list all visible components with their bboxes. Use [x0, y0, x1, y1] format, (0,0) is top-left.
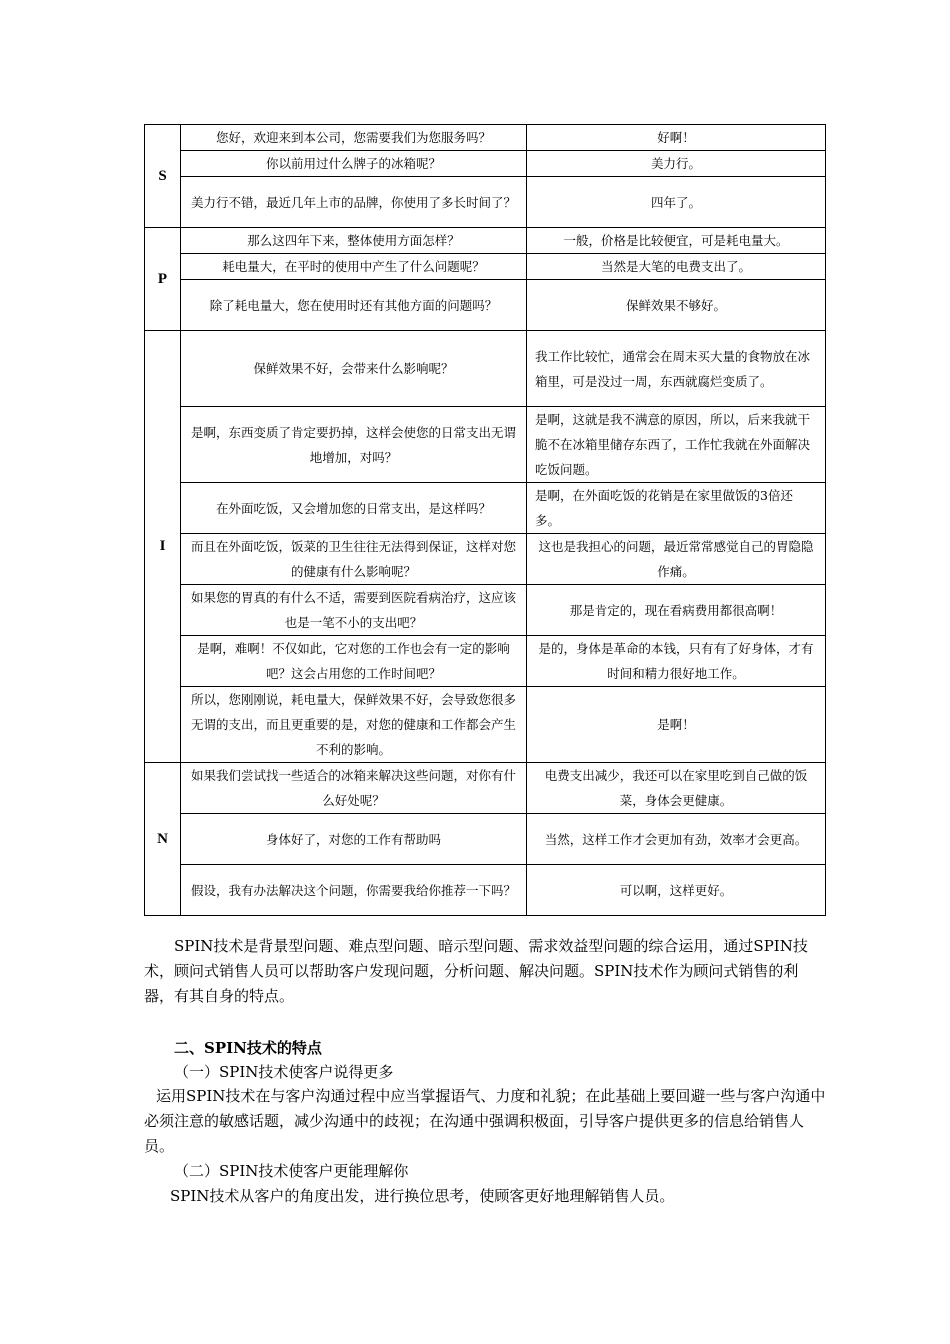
answer-cell: 可以啊，这样更好。	[527, 865, 826, 916]
answer-cell: 好啊！	[527, 125, 826, 151]
answer-cell: 一般，价格是比较便宜，可是耗电量大。	[527, 228, 826, 254]
table-row	[145, 228, 826, 254]
table-row	[145, 483, 826, 534]
spin-table-body	[145, 125, 826, 916]
subheading-1: （一）SPIN技术使客户说得更多	[174, 1063, 394, 1081]
question-cell: 是啊，东西变质了肯定要扔掉，这样会使您的日常支出无谓地增加，对吗？	[181, 407, 527, 483]
table-row	[145, 585, 826, 636]
table-row	[145, 636, 826, 687]
answer-cell: 当然，这样工作才会更加有劲，效率才会更高。	[527, 814, 826, 865]
answer-cell: 这也是我担心的问题，最近常常感觉自己的胃隐隐作痛。	[527, 534, 826, 585]
answer-cell: 是的，身体是革命的本钱，只有有了好身体，才有时间和精力很好地工作。	[527, 636, 826, 687]
answer-cell: 是啊，这就是我不满意的原因，所以，后来我就干脆不在冰箱里储存东西了，工作忙我就在外面解决吃饭问题。	[527, 407, 826, 483]
answer-cell: 是啊，在外面吃饭的花销是在家里做饭的3倍还多。	[527, 483, 826, 534]
paragraph-1: 运用SPIN技术在与客户沟通过程中应当掌握语气、力度和礼貌；在此基础上要回避一些与客户沟通中必须注意的敏感话题，减少沟通中的歧视；在沟通中强调积极面，引导客户提供更多的信息给销售人员。	[144, 1087, 826, 1155]
stage-label: P	[145, 228, 181, 331]
answer-cell: 当然是大笔的电费支出了。	[527, 254, 826, 280]
answer-cell: 是啊！	[527, 687, 826, 763]
question-cell: 是啊，难啊！不仅如此，它对您的工作也会有一定的影响吧？这会占用您的工作时间吧？	[181, 636, 527, 687]
table-row	[145, 534, 826, 585]
answer-cell: 那是肯定的，现在看病费用都很高啊！	[527, 585, 826, 636]
summary-paragraph: SPIN技术是背景型问题、难点型问题、暗示型问题、需求效益型问题的综合运用，通过SPIN技术，顾问式销售人员可以帮助客户发现问题，分析问题、解决问题。SPIN技术作为顾问式销售的利器，有其自身的特点。	[144, 937, 808, 1005]
answer-cell: 美力行。	[527, 151, 826, 177]
table-row	[145, 151, 826, 177]
question-cell: 所以，您刚刚说，耗电量大，保鲜效果不好，会导致您很多无谓的支出，而且更重要的是，对您的健康和工作都会产生不利的影响。	[181, 687, 527, 763]
stage-label: S	[145, 125, 181, 228]
table-row	[145, 687, 826, 763]
subheading-2: （二）SPIN技术使客户更能理解你	[174, 1162, 409, 1180]
answer-cell: 电费支出减少，我还可以在家里吃到自己做的饭菜，身体会更健康。	[527, 763, 826, 814]
table-row	[145, 177, 826, 228]
table-row	[145, 254, 826, 280]
stage-label: N	[145, 763, 181, 916]
answer-cell: 保鲜效果不够好。	[527, 280, 826, 331]
question-cell: 保鲜效果不好，会带来什么影响呢？	[181, 331, 527, 407]
table-row	[145, 331, 826, 407]
answer-cell: 四年了。	[527, 177, 826, 228]
question-cell: 身体好了，对您的工作有帮助吗	[181, 814, 527, 865]
question-cell: 假设，我有办法解决这个问题，你需要我给你推荐一下吗？	[181, 865, 527, 916]
section-heading: 二、SPIN技术的特点	[174, 1039, 322, 1057]
question-cell: 除了耗电量大，您在使用时还有其他方面的问题吗？	[181, 280, 527, 331]
question-cell: 那么这四年下来，整体使用方面怎样？	[181, 228, 527, 254]
question-cell: 您好，欢迎来到本公司，您需要我们为您服务吗？	[181, 125, 527, 151]
table-row	[145, 865, 826, 916]
stage-label: I	[145, 331, 181, 763]
answer-cell: 我工作比较忙，通常会在周末买大量的食物放在冰箱里，可是没过一周，东西就腐烂变质了。	[527, 331, 826, 407]
question-cell: 你以前用过什么牌子的冰箱呢？	[181, 151, 527, 177]
table-row	[145, 763, 826, 814]
table-row	[145, 407, 826, 483]
question-cell: 美力行不错，最近几年上市的品牌，你使用了多长时间了？	[181, 177, 527, 228]
table-row	[145, 125, 826, 151]
question-cell: 而且在外面吃饭，饭菜的卫生往往无法得到保证，这样对您的健康有什么影响呢？	[181, 534, 527, 585]
question-cell: 如果您的胃真的有什么不适，需要到医院看病治疗，这应该也是一笔不小的支出吧？	[181, 585, 527, 636]
question-cell: 如果我们尝试找一些适合的冰箱来解决这些问题，对你有什么好处呢？	[181, 763, 527, 814]
table-row	[145, 280, 826, 331]
table-row	[145, 814, 826, 865]
spin-dialogue-table	[144, 124, 826, 916]
question-cell: 在外面吃饭，又会增加您的日常支出，是这样吗？	[181, 483, 527, 534]
question-cell: 耗电量大，在平时的使用中产生了什么问题呢？	[181, 254, 527, 280]
paragraph-2: SPIN技术从客户的角度出发，进行换位思考，使顾客更好地理解销售人员。	[170, 1187, 675, 1205]
